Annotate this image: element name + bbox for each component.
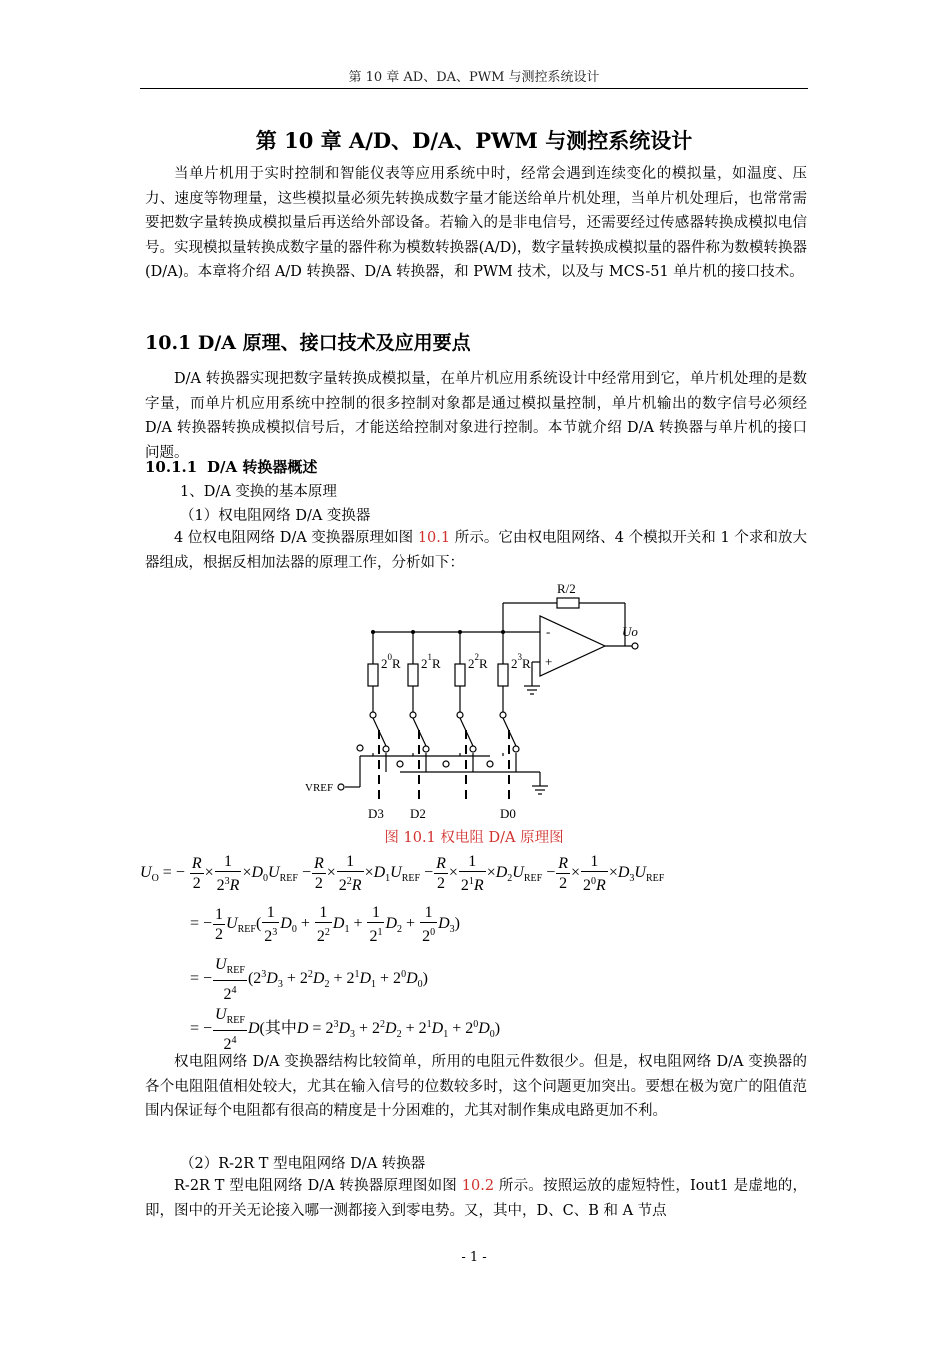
subsection-title: D/A 转换器概述 xyxy=(207,458,318,476)
item-1-2: （2）R-2R T 型电阻网络 D/A 转换器 xyxy=(180,1156,426,1172)
figure-caption: 图 10.1 权电阻 D/A 原理图 xyxy=(384,830,564,846)
output-label: Uo xyxy=(622,624,638,639)
header-rule xyxy=(140,88,808,89)
weighted-text-after: 所示。它由权电阻网络、4 个模拟开关和 1 个求和放大器组成，根据反相加法器的原理工作，分析如下： xyxy=(145,530,807,571)
weighted-paragraph xyxy=(145,526,807,575)
figure-ref-10-2[interactable]: 10.2 xyxy=(461,1178,495,1194)
r2r-paragraph xyxy=(145,1174,807,1223)
resistor-2-label: $2^2R$ xyxy=(468,652,488,671)
section-paragraph: D/A 转换器实现把数字量转换成模拟量，在单片机应用系统设计中经常用到它，单片机处理的是数字量，而单片机应用系统中控制的很多控制对象都是通过模拟量控制，单片机输出的数字信号必须经 D/A 转换器转换成模拟信号后，才能送给控制对象进行控制。本节就介绍 D/A 转换器与单片机的接口问题。 xyxy=(145,371,807,461)
figure-ref-10-1[interactable]: 10.1 xyxy=(417,530,451,546)
intro-paragraph: 当单片机用于实时控制和智能仪表等应用系统中时，经常会遇到连续变化的模拟量，如温度、压力、速度等物理量，这些模拟量必须先转换成数字量才能送给单片机处理，当单片机处理后，也常常需要把数字量转换成模拟量后再送给外部设备。若输入的是非电信号，还需要经过传感器转换成模拟电信号。实现模拟量转换成数字量的器件称为模数转换器(A/D)，数字量转换成模拟量的器件称为数模转换器(D/A)。本章将介绍 A/D 转换器、D/A 转换器，和 PWM 技术，以及与 MCS-51 单片机的接口技术。 xyxy=(145,166,807,280)
bit-label-d3: D3 xyxy=(368,806,384,821)
r2r-text-after: 所示。按照运放的虚短特性，Iout1 是虚地的，即，图中的开关无论接入哪一测都接入到零电势。又，其中，D、C、B 和 A 节点 xyxy=(145,1178,807,1219)
resistor-1-label: $2^1R$ xyxy=(421,652,441,671)
item-1: 1、D/A 变换的基本原理 xyxy=(180,484,337,500)
r2r-text-before: R-2R T 型电阻网络 D/A 转换器原理图如图 xyxy=(174,1178,462,1194)
weighted-summary-paragraph: 权电阻网络 D/A 变换器结构比较简单，所用的电阻元件数很少。但是，权电阻网络 D/A 变换器的各个电阻阻值相处较大，尤其在输入信号的位数较多时，这个问题更加突出。要想在极为宽广的阻值范围内保证每个电阻都有很高的精度是十分困难的，尤其对制作集成电路更加不利。 xyxy=(145,1054,807,1119)
equation-line-4: = − $\frac{U_{REF}}{2^4}$ D(其中$D = 2^3D_3 + 2^2D_2 + 2^1D_1 + 2^0D_0$) xyxy=(190,1006,501,1053)
equation-line-3: = − $\frac{U_{REF}}{2^4}$ $(2^3D_3 + 2^2D_2 + 2^1D_1 + 2^0D_0)$ xyxy=(190,956,428,1003)
section-title: 10.1 D/A 原理、接口技术及应用要点 xyxy=(145,332,471,354)
feedback-resistor-label: R/2 xyxy=(557,581,576,596)
subsection-heading xyxy=(145,456,317,477)
weighted-text-before: 4 位权电阻网络 D/A 变换器原理如图 xyxy=(174,530,418,546)
vref-label: VREF xyxy=(305,782,334,794)
bit-label-d2: D2 xyxy=(410,806,426,821)
resistor-0-label: $2^0R$ xyxy=(381,652,401,671)
item-1-1: （1）权电阻网络 D/A 变换器 xyxy=(180,508,371,524)
page-number: - 1 - xyxy=(461,1250,487,1265)
minus-input-label: - xyxy=(546,624,551,639)
subsection-number: 10.1.1 xyxy=(145,458,198,476)
plus-input-label: + xyxy=(545,654,553,669)
weighted-resistor-circuit xyxy=(300,578,650,823)
equation-line-2: = − $\frac{1}{2}$ $U_{REF}$( $\frac{1}{2^3}$ $D_0$ + $\frac{1}{2^2}$ $D_1$ + $\frac{1}{2^1}$ $D_2$ + $\frac{1}{2^0}$ $D_3$) xyxy=(190,904,460,945)
chapter-title: 第 10 章 A/D、D/A、PWM 与测控系统设计 xyxy=(255,128,693,153)
running-header: 第 10 章 AD、DA、PWM 与测控系统设计 xyxy=(348,70,600,85)
bit-label-d0: D0 xyxy=(500,806,516,821)
equation-line-1: $U_O$ = − $\frac{R}{2}$ × $\frac{1}{2^3R}$ $\times D_0U_{REF}$ − $\frac{R}{2}$ × $\frac{1}{2^2R}$ $\times D_1U_{REF}$ − $\frac{R}{2}$ × $\frac{1}{2^1R}$ $\times D_2U_{REF}$ − $\frac{R}{2}$ × $\frac{1}{2^0R}$ $\times D_3U_{REF}$ xyxy=(140,853,665,894)
resistor-3-label: $2^3R$ xyxy=(511,652,531,671)
